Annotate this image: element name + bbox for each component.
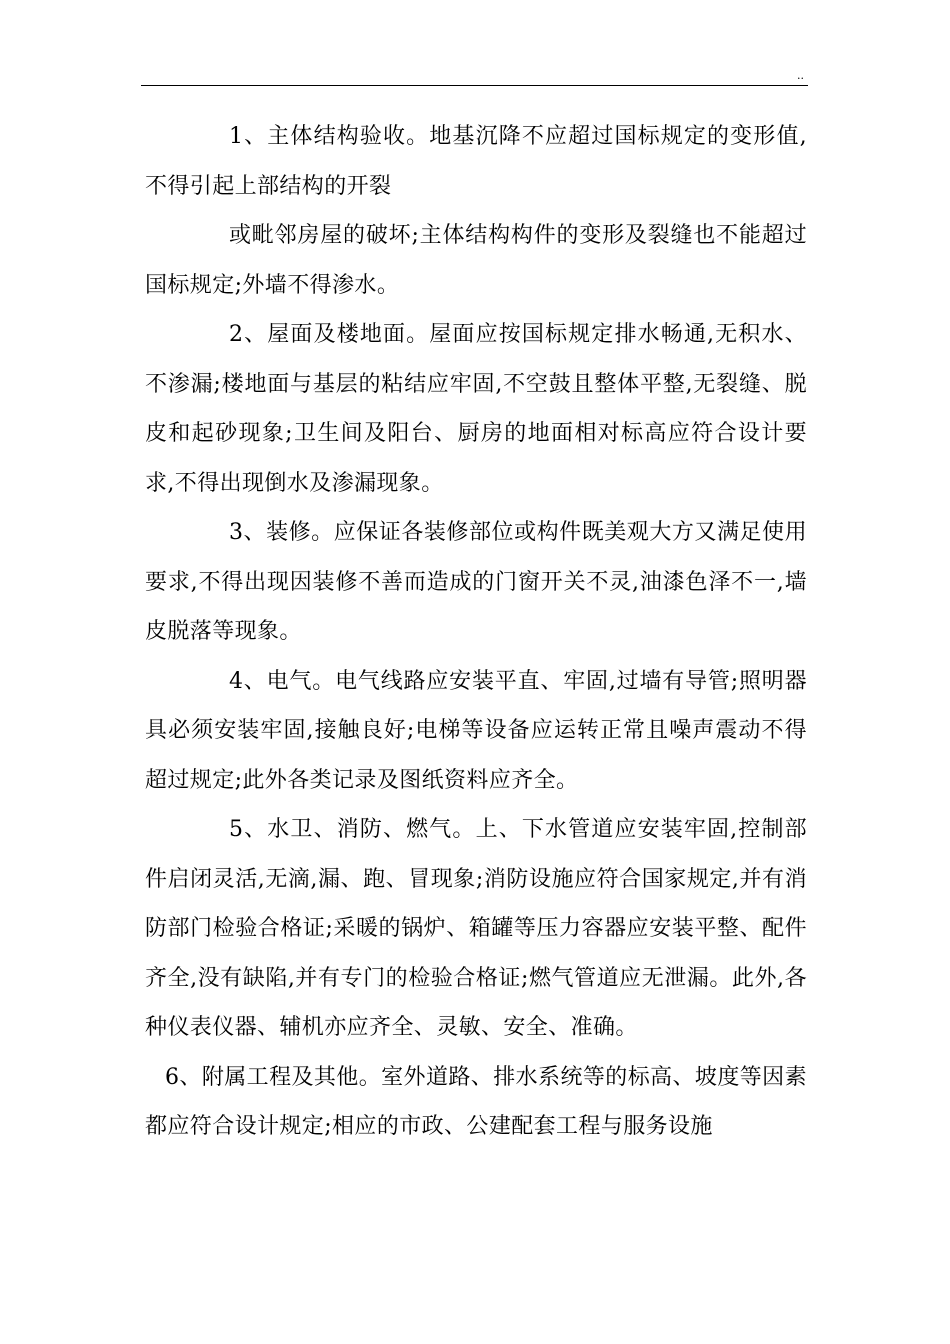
paragraph-decoration: 3、装修。应保证各装修部位或构件既美观大方又满足使用要求,不得出现因装修不善而造成的门窗开关不灵,油漆色泽不一,墙皮脱落等现象。 [145, 520, 807, 644]
document-body [145, 112, 807, 1152]
paragraph-ancillary: 6、附属工程及其他。室外道路、排水系统等的标高、坡度等因素都应符合设计规定;相应的市政、公建配套工程与服务设施 [145, 1064, 807, 1139]
paragraph-electrical: 4、电气。电气线路应安装平直、牢固,过墙有导管;照明器具必须安装牢固,接触良好;电梯等设备应运转正常且噪声震动不得超过规定;此外各类记录及图纸资料应齐全。 [145, 668, 807, 793]
header-mark: .. [797, 69, 804, 82]
header-rule [141, 85, 808, 86]
paragraph-plumbing-fire-gas: 5、水卫、消防、燃气。上、下水管道应安装牢固,控制部件启闭灵活,无滴,漏、跑、冒现象;消防设施应符合国家规定,并有消防部门检验合格证;采暖的锅炉、箱罐等压力容器应安装平整、配件齐全,没有缺陷,并有专门的检验合格证;燃气管道应无泄漏。此外,各种仪表仪器、辅机亦应齐全、灵敏、安全、准确。 [145, 817, 807, 1040]
paragraph-main-structure-cont: 或毗邻房屋的破坏;主体结构构件的变形及裂缝也不能超过国标规定;外墙不得渗水。 [145, 223, 807, 298]
paragraph-roof-floor: 2、屋面及楼地面。屋面应按国标规定排水畅通,无积水、不渗漏;楼地面与基层的粘结应牢固,不空鼓且整体平整,无裂缝、脱皮和起砂现象;卫生间及阳台、厨房的地面相对标高应符合设计要求,不得出现倒水及渗漏现象。 [145, 322, 807, 496]
paragraph-main-structure: 1、主体结构验收。地基沉降不应超过国标规定的变形值,不得引起上部结构的开裂 [145, 124, 807, 199]
